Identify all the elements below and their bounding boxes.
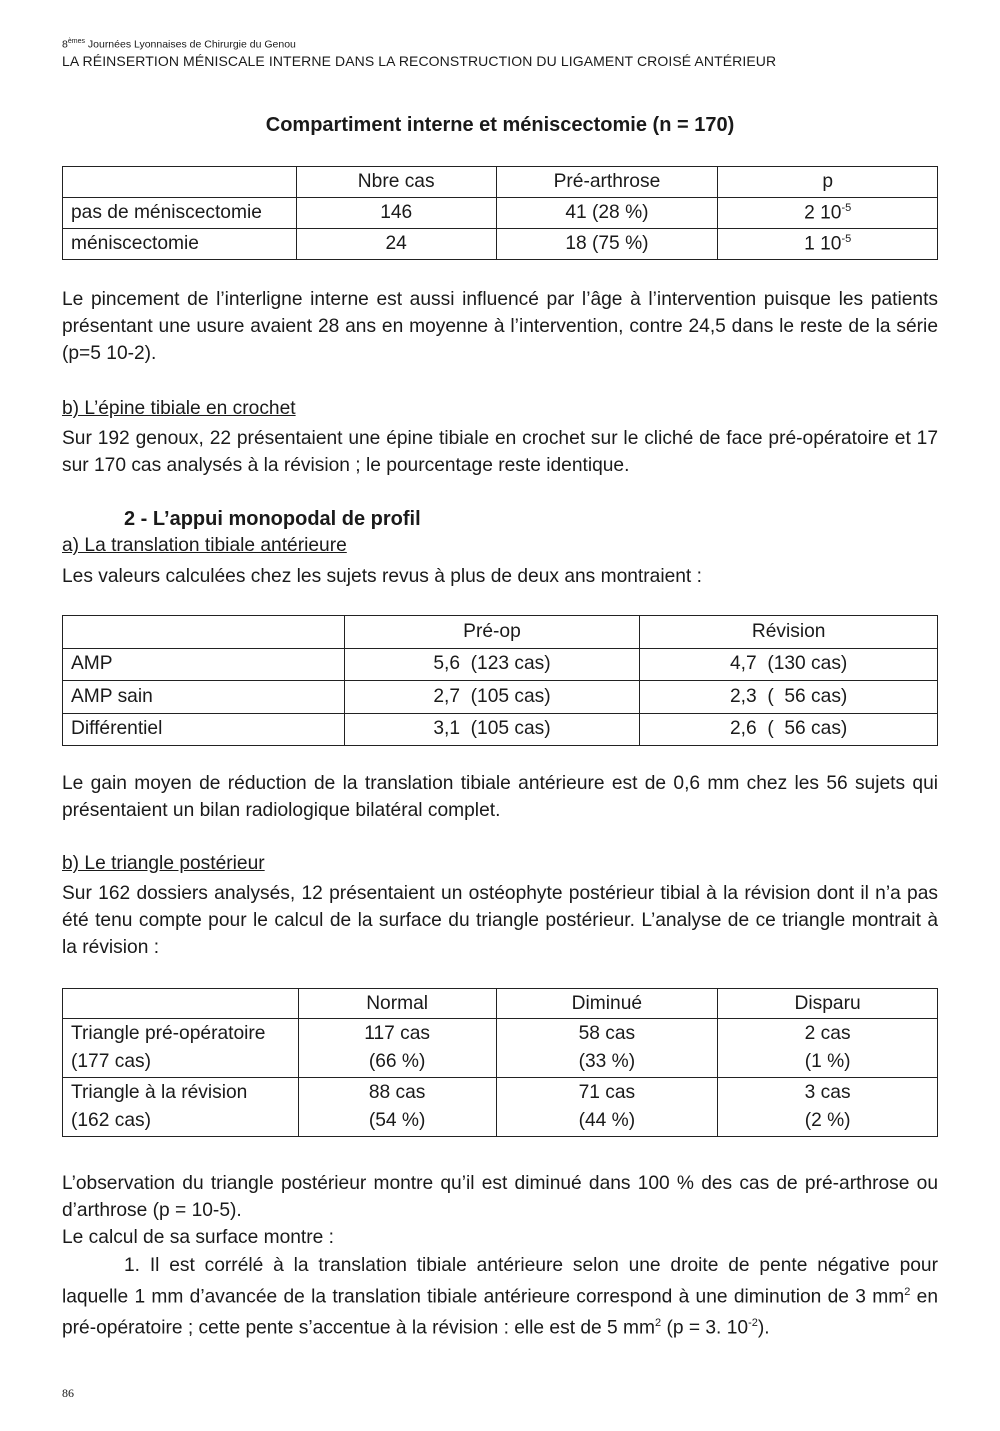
paragraph-observation: L’observation du triangle postérieur montre qu’il est diminué dans 100 % des cas de pré-arthrose ou d’arthrose (p = 10-5).	[62, 1173, 938, 1221]
table1-title: Compartiment interne et méniscectomie (n = 170)	[265, 114, 735, 136]
row-label: Triangle pré-opératoire (177 cas)	[63, 1019, 299, 1078]
cell-normal: 88 cas (54 %)	[298, 1078, 496, 1137]
table-row	[63, 713, 938, 746]
header-cell: Révision	[640, 616, 938, 649]
cell-diminue: 71 cas (44 %)	[496, 1078, 718, 1137]
cell-preop: 3,1 (105 cas)	[344, 713, 640, 746]
edition-number: 8	[62, 38, 68, 51]
table-row	[63, 648, 938, 681]
cell-disparu: 3 cas (2 %)	[718, 1078, 938, 1137]
header-cell: Diminué	[496, 989, 718, 1019]
row-label: AMP sain	[63, 681, 345, 714]
cell-revision: 4,7 (130 cas)	[640, 648, 938, 681]
header-cell: Disparu	[718, 989, 938, 1019]
header-cell	[63, 167, 297, 198]
paragraph-correlation: 1. Il est corrélé à la translation tibiale antérieure selon une droite de pente négative pour laquelle 1 mm d’avancée de la translation tibiale antérieure correspond à une diminution de 3 $mm^2$ en pré-opératoire ; cette pente s’accentue à la révision : elle est de 5 $mm^2$ (p = 3. $10^{-2}$).	[62, 1255, 938, 1339]
header-cell: Pré-arthrose	[496, 167, 718, 198]
header-cell	[63, 616, 345, 649]
table-row	[63, 1078, 938, 1137]
cell-p: 2 $10^{-5}$	[718, 198, 938, 229]
cell-nbre: 24	[296, 229, 496, 260]
table-translation	[62, 615, 938, 746]
paragraph-dossiers: Sur 162 dossiers analysés, 12 présentaient un ostéophyte postérieur tibial à la révision dont il n’a pas été tenu compte pour le calcul de la surface du triangle postérieur. L’analyse de ce triangle montrait à la révision :	[62, 883, 938, 958]
section-heading-appui: 2 - L’appui monopodal de profil	[124, 508, 421, 530]
cell-revision: 2,3 ( 56 cas)	[640, 681, 938, 714]
edition-suffix: èmes	[67, 38, 85, 45]
row-label: Triangle à la révision (162 cas)	[63, 1078, 299, 1137]
cell-preop: 2,7 (105 cas)	[344, 681, 640, 714]
row-label: pas de méniscectomie	[63, 198, 297, 229]
cell-nbre: 146	[296, 198, 496, 229]
paragraph-valeurs: Les valeurs calculées chez les sujets revus à plus de deux ans montraient :	[62, 566, 702, 587]
header-cell: p	[718, 167, 938, 198]
row-label: méniscectomie	[63, 229, 297, 260]
paragraph-epine-tibiale: Sur 192 genoux, 22 présentaient une épine tibiale en crochet sur le cliché de face pré-opératoire et 17 sur 170 cas analysés à la révision ; le pourcentage reste identique.	[62, 428, 938, 476]
cell-preop: 5,6 (123 cas)	[344, 648, 640, 681]
cell-normal: 117 cas (66 %)	[298, 1019, 496, 1078]
cell-disparu: 2 cas (1 %)	[718, 1019, 938, 1078]
row-label: Différentiel	[63, 713, 345, 746]
subheading-epine-tibiale: b) L’épine tibiale en crochet	[62, 398, 296, 419]
cell-pre-arthrose: 41 (28 %)	[496, 198, 718, 229]
table-header-row	[63, 167, 938, 198]
subheading-triangle: b) Le triangle postérieur	[62, 853, 265, 874]
table-row	[63, 1019, 938, 1078]
cell-revision: 2,6 ( 56 cas)	[640, 713, 938, 746]
running-header-journal	[62, 38, 296, 51]
paragraph-gain-moyen: Le gain moyen de réduction de la translation tibiale antérieure est de 0,6 mm chez les 56 sujets qui présentaient un bilan radiologique bilatéral complet.	[62, 773, 938, 821]
header-cell: Pré-op	[344, 616, 640, 649]
cell-p: 1 $10^{-5}$	[718, 229, 938, 260]
table-header-row	[63, 989, 938, 1019]
header-cell	[63, 989, 299, 1019]
paragraph-calcul: Le calcul de sa surface montre :	[62, 1227, 334, 1248]
subheading-translation: a) La translation tibiale antérieure	[62, 535, 347, 556]
table-row	[63, 681, 938, 714]
paragraph-pincement: Le pincement de l’interligne interne est aussi influencé par l’âge à l’intervention puisque les patients présentant une usure avaient 28 ans en moyenne à l’intervention, contre 24,5 dans le reste de la série (p=5 10-2).	[62, 289, 938, 364]
cell-diminue: 58 cas (33 %)	[496, 1019, 718, 1078]
cell-pre-arthrose: 18 (75 %)	[496, 229, 718, 260]
table-header-row	[63, 616, 938, 649]
journal-name: Journées Lyonnaises de Chirurgie du Genou	[84, 38, 296, 51]
page-number: 86	[62, 1386, 74, 1400]
header-cell: Nbre cas	[296, 167, 496, 198]
table-meniscectomy	[62, 166, 938, 260]
header-cell: Normal	[298, 989, 496, 1019]
table-triangle	[62, 988, 938, 1137]
table-row	[63, 198, 938, 229]
table-row	[63, 229, 938, 260]
running-header-title: LA RÉINSERTION MÉNISCALE INTERNE DANS LA RECONSTRUCTION DU LIGAMENT CROISÉ ANTÉRIEUR	[62, 53, 777, 69]
row-label: AMP	[63, 648, 345, 681]
